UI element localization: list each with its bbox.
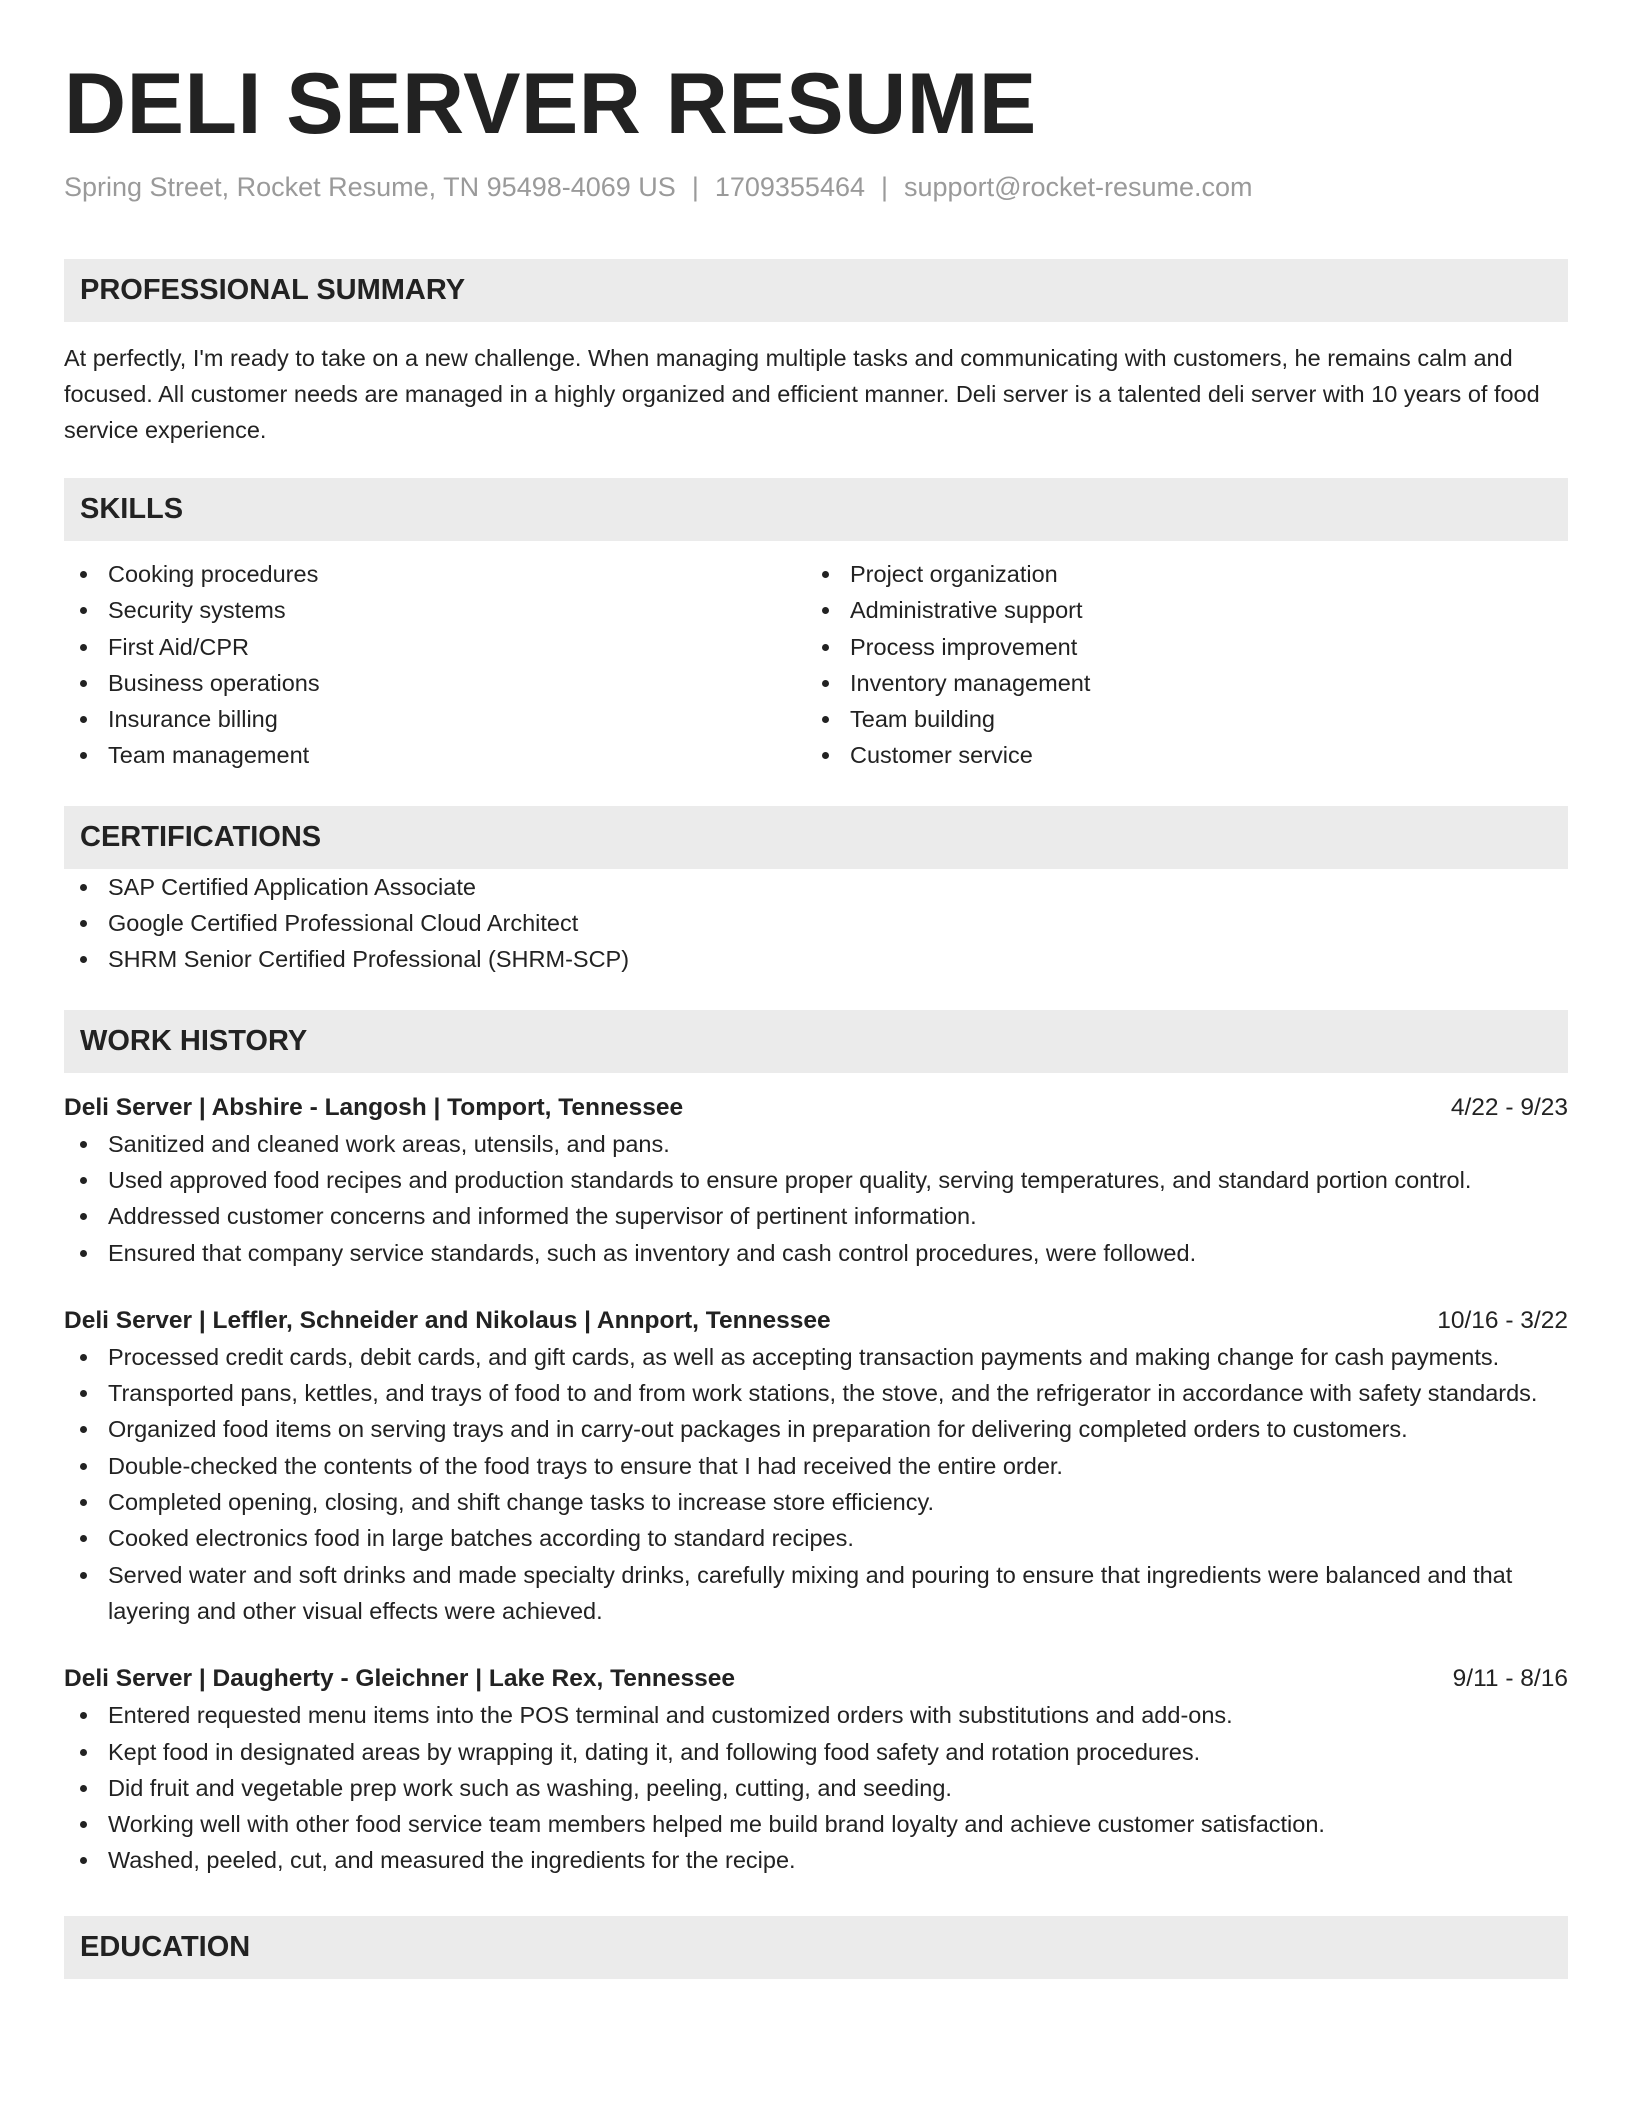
job-duty: Completed opening, closing, and shift change tasks to increase store efficiency. (64, 1484, 1568, 1520)
job-dates: 9/11 - 8/16 (1452, 1665, 1568, 1693)
section-header-certifications: CERTIFICATIONS (64, 806, 1568, 869)
job-duty: Served water and soft drinks and made specialty drinks, carefully mixing and pouring to ensure that ingredients were balanced and that layering and other visual effects were achieved. (64, 1557, 1568, 1630)
skill-item: Administrative support (806, 592, 1548, 628)
job-duty: Did fruit and vegetable prep work such as washing, peeling, cutting, and seeding. (64, 1770, 1568, 1806)
section-header-work-history: WORK HISTORY (64, 1010, 1568, 1073)
job-dates: 10/16 - 3/22 (1437, 1306, 1568, 1334)
certifications-list (64, 869, 1568, 978)
certification-item: Google Certified Professional Cloud Architect (64, 905, 1568, 941)
skills-list-right (806, 556, 1548, 774)
skill-item: First Aid/CPR (64, 629, 806, 665)
skill-item: Team management (64, 737, 806, 773)
contact-phone: 1709355464 (714, 172, 865, 202)
job-entry (64, 1090, 1568, 1271)
job-duties-list (64, 1339, 1568, 1629)
skills-column-left (64, 556, 806, 774)
skill-item: Security systems (64, 592, 806, 628)
skills-grid (64, 556, 1568, 774)
contact-address: Spring Street, Rocket Resume, TN 95498-4069 US (64, 172, 676, 202)
certification-item: SAP Certified Application Associate (64, 869, 1568, 905)
job-duty: Cooked electronics food in large batches according to standard recipes. (64, 1520, 1568, 1556)
job-title-row (64, 1661, 1568, 1697)
job-entry (64, 1661, 1568, 1878)
job-entry (64, 1303, 1568, 1629)
job-title: Deli Server | Abshire - Langosh | Tomport, Tennessee (64, 1093, 684, 1121)
job-duty: Transported pans, kettles, and trays of food to and from work stations, the stove, and the refrigerator in accordance with safety standards. (64, 1375, 1568, 1411)
skill-item: Process improvement (806, 629, 1548, 665)
skill-item: Business operations (64, 665, 806, 701)
skill-item: Inventory management (806, 665, 1548, 701)
job-duty: Entered requested menu items into the POS terminal and customized orders with substitutions and add-ons. (64, 1697, 1568, 1733)
section-header-education: EDUCATION (64, 1916, 1568, 1979)
contact-separator: | (691, 172, 699, 202)
job-duty: Ensured that company service standards, such as inventory and cash control procedures, were followed. (64, 1235, 1568, 1271)
job-duty: Kept food in designated areas by wrapping it, dating it, and following food safety and rotation procedures. (64, 1734, 1568, 1770)
skill-item: Insurance billing (64, 701, 806, 737)
resume-title: DELI SERVER RESUME (64, 56, 1037, 152)
job-duty: Addressed customer concerns and informed the supervisor of pertinent information. (64, 1198, 1568, 1234)
job-duty: Washed, peeled, cut, and measured the ingredients for the recipe. (64, 1842, 1568, 1878)
section-header-skills: SKILLS (64, 478, 1568, 541)
job-title: Deli Server | Daugherty - Gleichner | Lake Rex, Tennessee (64, 1665, 735, 1693)
job-duties-list (64, 1697, 1568, 1878)
skill-item: Team building (806, 701, 1548, 737)
skill-item: Customer service (806, 737, 1548, 773)
skill-item: Cooking procedures (64, 556, 806, 592)
contact-email: support@rocket-resume.com (904, 172, 1253, 202)
job-title-row (64, 1090, 1568, 1126)
contact-separator: | (881, 172, 889, 202)
job-dates: 4/22 - 9/23 (1450, 1093, 1568, 1121)
contact-line (64, 170, 1568, 204)
job-duty: Used approved food recipes and production standards to ensure proper quality, serving temperatures, and standard portion control. (64, 1162, 1568, 1198)
skills-list-left (64, 556, 806, 774)
job-duty: Organized food items on serving trays and in carry-out packages in preparation for delivering completed orders to customers. (64, 1411, 1568, 1447)
job-title-row (64, 1303, 1568, 1339)
job-duty: Processed credit cards, debit cards, and gift cards, as well as accepting transaction payments and making change for cash payments. (64, 1339, 1568, 1375)
skill-item: Project organization (806, 556, 1548, 592)
job-duties-list (64, 1126, 1568, 1271)
job-duty: Working well with other food service team members helped me build brand loyalty and achieve customer satisfaction. (64, 1806, 1568, 1842)
skills-column-right (806, 556, 1548, 774)
job-duty: Double-checked the contents of the food trays to ensure that I had received the entire order. (64, 1448, 1568, 1484)
resume-page (64, 0, 1568, 1979)
certification-item: SHRM Senior Certified Professional (SHRM-SCP) (64, 941, 1568, 977)
job-duty: Sanitized and cleaned work areas, utensils, and pans. (64, 1126, 1568, 1162)
job-title: Deli Server | Leffler, Schneider and Nikolaus | Annport, Tennessee (64, 1306, 831, 1334)
section-header-summary: PROFESSIONAL SUMMARY (64, 259, 1568, 322)
summary-text: At perfectly, I'm ready to take on a new challenge. When managing multiple tasks and communicating with customers, he remains calm and focused. All customer needs are managed in a highly organized and efficient manner. Deli server is a talented deli server with 10 years of food service experience. (64, 345, 1540, 443)
